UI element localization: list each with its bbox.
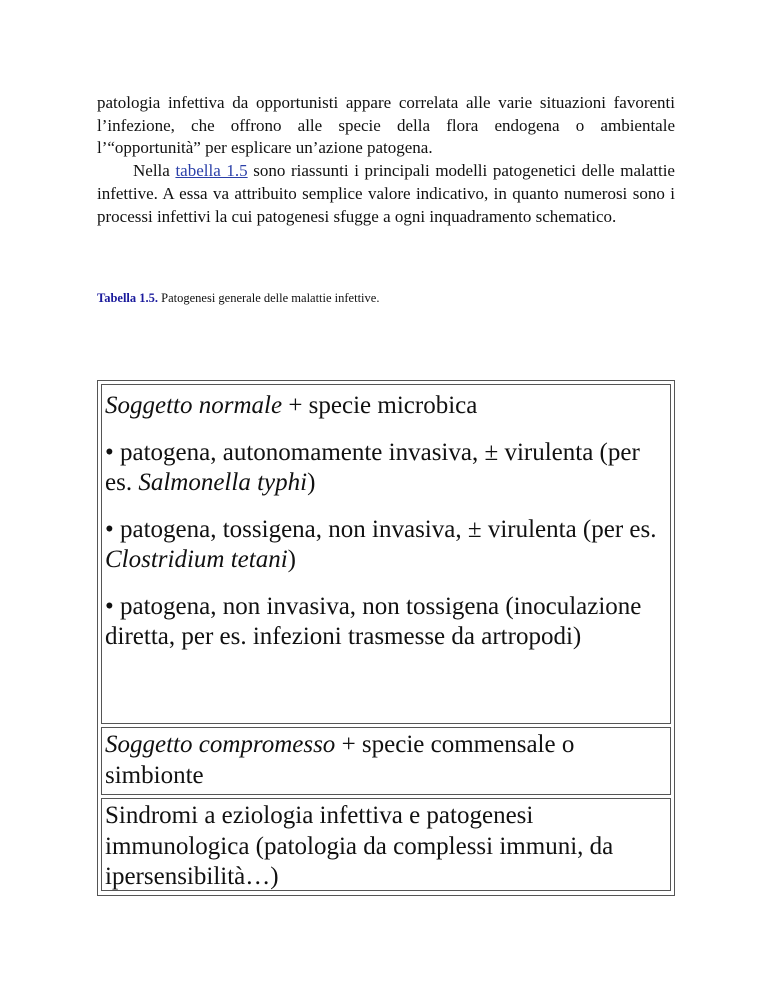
heading-rest: + specie microbica [282,392,478,419]
list-item-end: ) [287,546,296,573]
body-text [97,92,675,228]
table-caption [97,290,379,306]
pathogenesis-table [97,380,675,896]
heading-italic: Soggetto compromesso [105,731,336,758]
list-item-species: Clostridium tetani [105,546,288,573]
list-item [105,515,667,576]
list-item [105,592,667,653]
cell-text: Sindromi a eziologia infettiva e patogenesi immunologica (patologia da complessi immuni, da ipersensibilità…) [105,802,614,890]
cell-heading [105,391,667,422]
heading-italic: Soggetto normale [105,392,283,419]
list-item-text: • patogena, autonomamente invasiva, ± virulenta (per es. [105,438,640,496]
table-caption-label: Tabella 1.5. [97,291,159,305]
cell-heading [105,730,667,791]
table-cell-normal-subject [101,384,671,724]
heading-rest: + specie commensale o simbionte [105,731,575,789]
list-item-text: • patogena, non invasiva, non tossigena (inoculazione diretta, per es. infezioni trasmesse da artropodi) [105,592,642,650]
paragraph-1: patologia infettiva da opportunisti appare correlata alle varie situazioni favorenti l’infezione, che offrono alle specie della flora endogena o ambientale l’“opportunità” per esplicare un’azione patogena. [97,93,675,158]
list-item [105,438,667,499]
table-1-5-link[interactable]: tabella 1.5 [175,161,248,181]
paragraph-2-end: sono riassunti i principali modelli patogenetici delle malattie infettive. A essa va attribuito semplice valore indicativo, in quanto numerosi sono i processi infettivi la cui patogenesi sfugge a ogni inquadramento schematico. [97,161,675,226]
list-item-species: Salmonella typhi [138,469,308,496]
table-cell-compromised-subject [101,727,671,795]
table-cell-syndromes [101,798,671,891]
list-item-text: • patogena, tossigena, non invasiva, ± virulenta (per es. [105,515,657,543]
table-caption-text: Patogenesi generale delle malattie infettive. [158,291,380,305]
list-item-end: ) [307,469,316,496]
paragraph-2-start: Nella [133,161,176,181]
paragraph-2 [97,160,675,228]
